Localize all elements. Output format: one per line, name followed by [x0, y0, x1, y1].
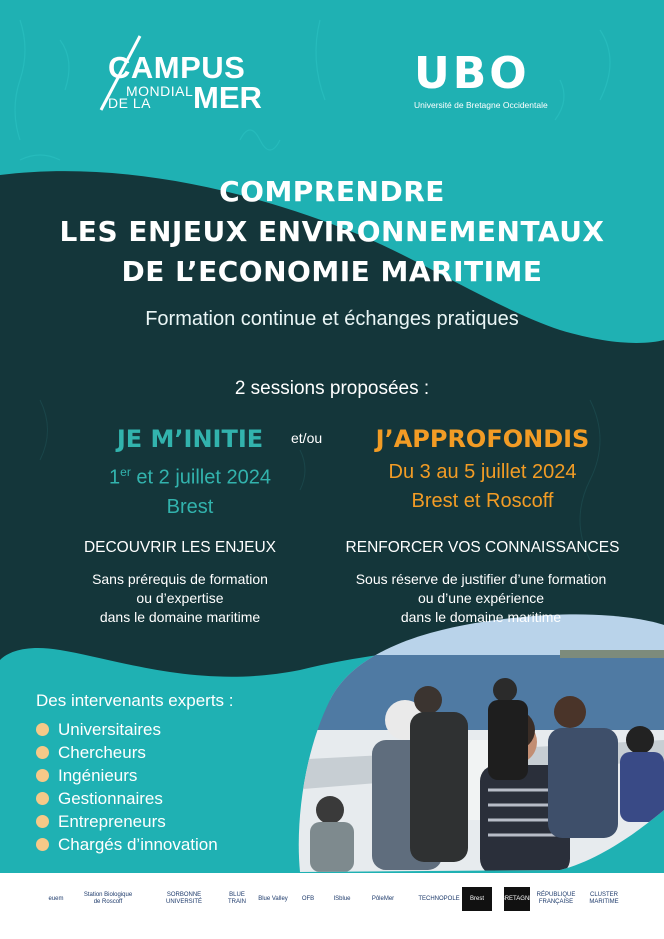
- republique-logo-icon: RÉPUBLIQUE FRANÇAISE: [536, 892, 576, 905]
- requirement-line: Sous réserve de justifier d’une formation: [355, 571, 607, 587]
- title-line-1: COMPRENDRE: [219, 175, 445, 208]
- expert-label: Universitaires: [58, 719, 161, 739]
- session-approfondis-place: Brest et Roscoff: [411, 490, 554, 512]
- objective-left: DECOUVRIR LES ENJEUX: [83, 539, 277, 556]
- campus-word-mer: MER: [193, 80, 262, 115]
- expert-item: [36, 741, 218, 764]
- requirements-right: [320, 570, 642, 627]
- bullet-icon: [36, 746, 49, 759]
- bullet-icon: [36, 769, 49, 782]
- requirement-line: ou d’expertise: [136, 590, 224, 606]
- blue-train-logo-icon: BLUE TRAIN: [228, 892, 246, 905]
- bullet-icon: [36, 792, 49, 805]
- expert-item: [36, 718, 218, 741]
- expert-label: Ingénieurs: [58, 765, 138, 785]
- bullet-icon: [36, 838, 49, 851]
- objective-right: RENFORCER VOS CONNAISSANCES: [345, 539, 620, 556]
- isblue-logo-icon: ISblue: [333, 895, 351, 902]
- ubo-subtitle: Université de Bretagne Occidentale: [414, 100, 548, 110]
- technopole-logo-icon: TECHNOPOLE: [418, 895, 460, 902]
- cluster-maritime-logo-icon: CLUSTER MARITIME: [589, 892, 619, 905]
- separator-et-ou: et/ou: [291, 430, 323, 446]
- sorbonne-logo-icon: SORBONNE UNIVERSITÉ: [165, 892, 202, 905]
- bullet-icon: [36, 723, 49, 736]
- blue-valley-logo-icon: Blue Valley: [258, 895, 288, 902]
- campus-mondial-de-la-mer-logo: [96, 34, 276, 114]
- session-initie-place: Brest: [166, 495, 214, 518]
- ofb-logo-icon: OFB: [301, 895, 315, 902]
- session-initie: [50, 424, 330, 522]
- expert-item: [36, 764, 218, 787]
- station-biologique-logo-icon: Station Biologique de Roscoff: [83, 892, 133, 905]
- requirement-line: Sans prérequis de formation: [92, 571, 268, 587]
- campus-word: CAMPUS: [108, 50, 246, 85]
- expert-label: Chargés d’innovation: [58, 834, 218, 854]
- title-line-2: LES ENJEUX ENVIRONNEMENTAUX: [59, 215, 605, 248]
- session-approfondis-heading: J’APPROFONDIS: [375, 425, 590, 453]
- partners-footer: [0, 873, 664, 939]
- ubo-letters: UBO: [414, 48, 530, 99]
- ubo-logo: [414, 48, 584, 122]
- experts-heading: Des intervenants experts :: [36, 691, 234, 710]
- requirement-line: dans le domaine maritime: [400, 609, 562, 625]
- subtitle: Formation continue et échanges pratiques: [145, 308, 519, 330]
- session-approfondis: [330, 424, 635, 516]
- session-approfondis-date: Du 3 au 5 juillet 2024: [388, 461, 577, 483]
- expert-item: [36, 833, 218, 856]
- date-day: 1: [109, 466, 121, 489]
- title-line-3: DE L’ECONOMIE MARITIME: [121, 255, 543, 288]
- pole-mer-logo-icon: PôleMer: [371, 895, 395, 902]
- date-rest: et 2 juillet 2024: [130, 466, 271, 489]
- session-initie-heading: JE M’INITIE: [116, 425, 264, 453]
- expert-label: Entrepreneurs: [58, 811, 166, 831]
- session-initie-date: [50, 458, 330, 492]
- expert-item: [36, 810, 218, 833]
- bretagne-logo-icon: BRETAGNE: [504, 887, 530, 911]
- campus-subtext-de-la: DE LA: [108, 95, 151, 111]
- sessions-label: 2 sessions proposées :: [234, 378, 430, 399]
- main-title: [0, 172, 664, 292]
- brest-logo-icon: Brest: [462, 887, 492, 911]
- date-ordinal: er: [120, 465, 131, 479]
- requirements-left: [50, 570, 310, 627]
- requirement-line: dans le domaine maritime: [99, 609, 261, 625]
- expert-label: Gestionnaires: [58, 788, 163, 808]
- bullet-icon: [36, 815, 49, 828]
- euem-logo-icon: euem: [48, 895, 64, 902]
- expert-label: Chercheurs: [58, 742, 146, 762]
- requirement-line: ou d’une expérience: [417, 590, 545, 606]
- experts-list: [36, 718, 218, 856]
- campus-subtext-mondial: MONDIAL: [126, 83, 194, 99]
- expert-item: [36, 787, 218, 810]
